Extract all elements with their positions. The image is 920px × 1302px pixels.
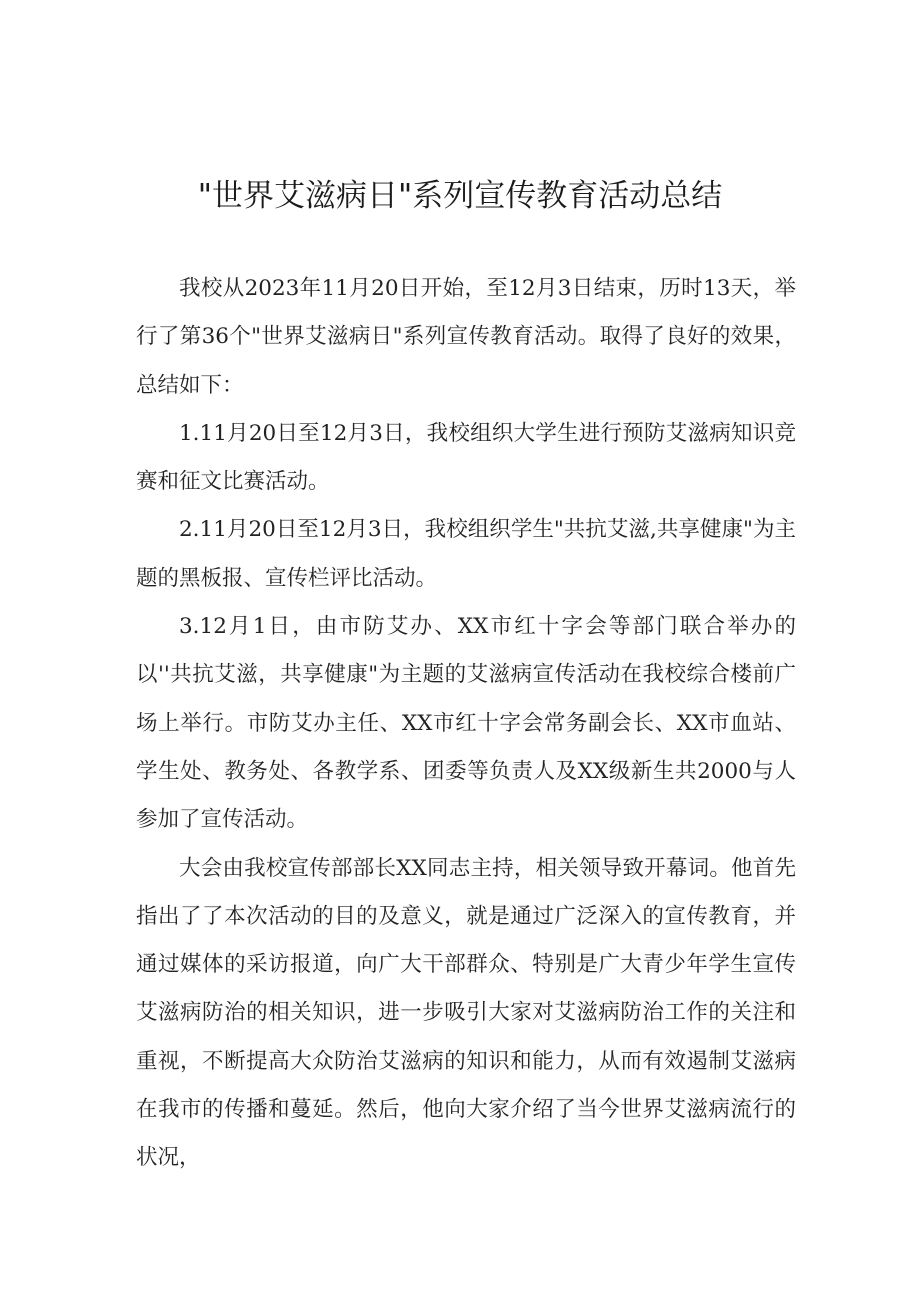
paragraph-item-3: 3.12月1日，由市防艾办、XX市红十字会等部门联合举办的以''共抗艾滋，共享健康"为主题的艾滋病宣传活动在我校综合楼前广场上举行。市防艾办主任、XX市红十字会常务副会长、XX市血站、学生处、教务处、各教学系、团委等负责人及XX级新生共2000与人参加了宣传活动。 — [136, 614, 796, 833]
paragraph-item-2: 2.11月20日至12月3日，我校组织学生"共抗艾滋,共享健康"为主题的黑板报、宣传栏评比活动。 — [136, 517, 796, 591]
paragraph-item-1: 1.11月20日至12月3日，我校组织大学生进行预防艾滋病知识竞赛和征文比赛活动。 — [136, 420, 796, 495]
document-title: "世界艾滋病日"系列宣传教育活动总结 — [197, 178, 723, 214]
document-body — [136, 265, 796, 1183]
paragraph-meeting: 大会由我校宣传部部长XX同志主持，相关领导致开幕词。他首先指出了了本次活动的目的及意义，就是通过广泛深入的宣传教育，并通过媒体的采访报道，向广大干部群众、特别是广大青少年学生宣传艾滋病防治的相关知识，进一步吸引大家对艾滋病防治工作的关注和重视，不断提高大众防治艾滋病的知识和能力，从而有效遏制艾滋病在我市的传播和蔓延。然后，他向大家介绍了当今世界艾滋病流行的状况， — [136, 855, 796, 1171]
paragraph-intro: 我校从2023年11月20日开始，至12月3日结束，历时13天，举行了第36个"世界艾滋病日"系列宣传教育活动。取得了良好的效果，总结如下： — [136, 276, 796, 398]
